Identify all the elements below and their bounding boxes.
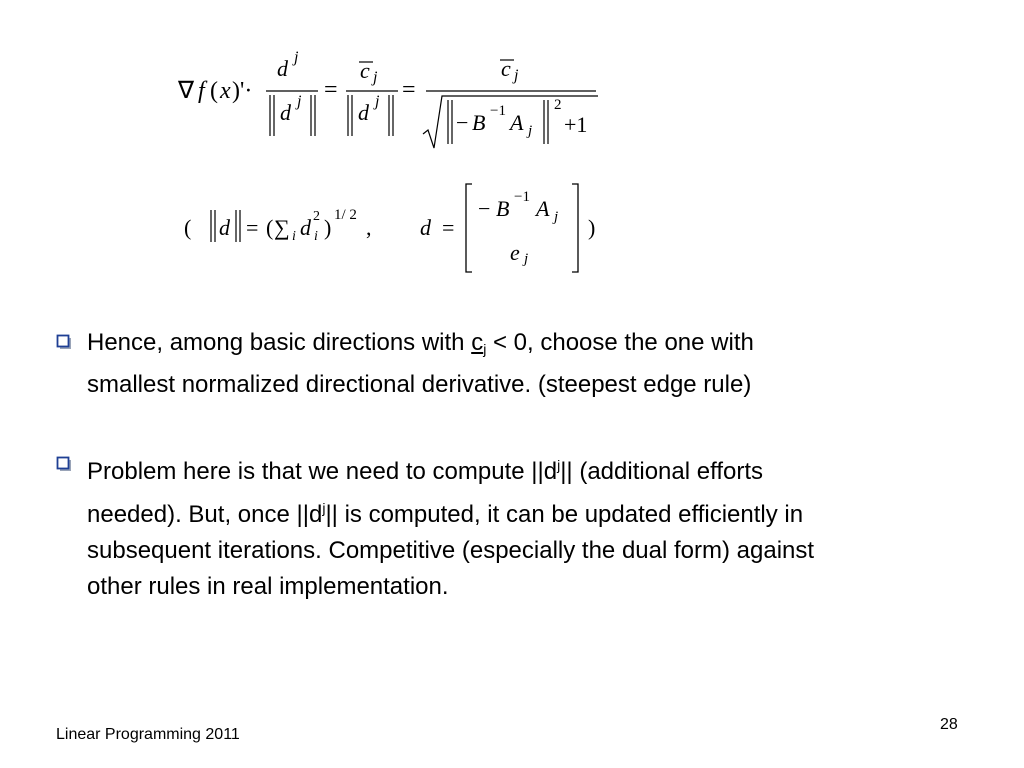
equation-steepest-edge-ratio bbox=[176, 48, 616, 158]
frac3-squared: 2 bbox=[554, 97, 562, 113]
frac3-A: A bbox=[510, 110, 524, 135]
b2-l2-pre: needed). But, once ||d bbox=[87, 501, 323, 528]
matrix-A: A bbox=[536, 196, 550, 221]
sum-index-i: i bbox=[292, 229, 296, 244]
b2-l1-pre: Problem here is that we need to compute ||d bbox=[87, 458, 558, 485]
equals-norm: = bbox=[246, 215, 259, 240]
hollow-square-bullet-icon bbox=[56, 334, 72, 350]
b1-post: < 0, choose the one with bbox=[486, 329, 754, 356]
b2-l1-post: || (additional efforts bbox=[560, 458, 763, 485]
equals-2: = bbox=[402, 77, 416, 103]
open-paren: ( bbox=[184, 215, 192, 240]
frac2-den-j: j bbox=[375, 93, 380, 110]
norm-d: d bbox=[219, 215, 230, 240]
frac1-num-d: d bbox=[277, 56, 288, 81]
frac2-num-j: j bbox=[373, 69, 378, 86]
b1-pre: Hence, among basic directions with bbox=[87, 329, 472, 356]
matrix-neg-one: −1 bbox=[514, 189, 530, 205]
paren-sum-open: ( bbox=[266, 215, 274, 240]
b2-l1-sup: j bbox=[557, 457, 561, 473]
frac1-num-j: j bbox=[294, 49, 299, 66]
frac1-den-j: j bbox=[297, 93, 302, 110]
b2-l4: other rules in real implementation. bbox=[87, 573, 449, 600]
close-paren: ) bbox=[588, 215, 596, 240]
comma: , bbox=[366, 215, 372, 240]
footer-title: Linear Programming 2011 bbox=[56, 726, 240, 743]
frac2-den-d: d bbox=[358, 100, 369, 125]
frac3-A-sub-j: j bbox=[528, 123, 533, 139]
bullet-norm-computation bbox=[56, 447, 976, 605]
bullet-norm-computation-text bbox=[87, 447, 976, 605]
frac3-plus-one: +1 bbox=[564, 112, 588, 137]
frac2-num-c: c bbox=[360, 58, 370, 83]
frac3-B: B bbox=[472, 110, 486, 135]
b2-l2-sup: j bbox=[322, 500, 326, 516]
function-f: f bbox=[198, 78, 205, 104]
frac1-den-d: d bbox=[280, 100, 291, 125]
b1-c-sub: j bbox=[483, 341, 487, 357]
page-number: 28 bbox=[940, 716, 958, 733]
half-exponent: 1/ 2 bbox=[334, 207, 357, 223]
sum-d-sub-i: i bbox=[314, 229, 318, 244]
bullet-steepest-edge-text bbox=[87, 325, 976, 403]
b1-c-bar: c bbox=[471, 329, 484, 356]
sum-symbol: ∑ bbox=[274, 215, 290, 240]
frac3-neg-one: −1 bbox=[490, 103, 506, 119]
frac3-minus: − bbox=[456, 110, 469, 135]
equation-norm-definition bbox=[180, 180, 620, 280]
bullet-steepest-edge bbox=[56, 325, 976, 403]
sum-d-squared: 2 bbox=[313, 209, 320, 224]
frac3-num-c: c bbox=[501, 56, 511, 81]
nabla-symbol: ∇ bbox=[178, 78, 195, 104]
matrix-B: B bbox=[496, 196, 510, 221]
paren-close-prime: )'· bbox=[232, 78, 253, 104]
matrix-A-sub-j: j bbox=[554, 209, 559, 225]
matrix-minus: − bbox=[478, 196, 491, 221]
paren-sum-close: ) bbox=[324, 215, 332, 240]
b2-l3: subsequent iterations. Competitive (especially the dual form) against bbox=[87, 537, 815, 564]
paren-open: ( bbox=[210, 78, 218, 104]
variable-x: x bbox=[220, 78, 231, 104]
equals-d: = bbox=[442, 215, 455, 240]
b2-l2-post: || is computed, it can be updated efficiently in bbox=[325, 501, 804, 528]
sum-d: d bbox=[300, 215, 311, 240]
frac3-num-j: j bbox=[514, 67, 519, 84]
d-vector: d bbox=[420, 215, 431, 240]
hollow-square-bullet-icon bbox=[56, 456, 72, 472]
matrix-e-sub-j: j bbox=[524, 251, 529, 267]
equals-1: = bbox=[324, 77, 338, 103]
matrix-e: e bbox=[510, 240, 520, 265]
b1-line2: smallest normalized directional derivative. (steepest edge rule) bbox=[87, 371, 752, 398]
